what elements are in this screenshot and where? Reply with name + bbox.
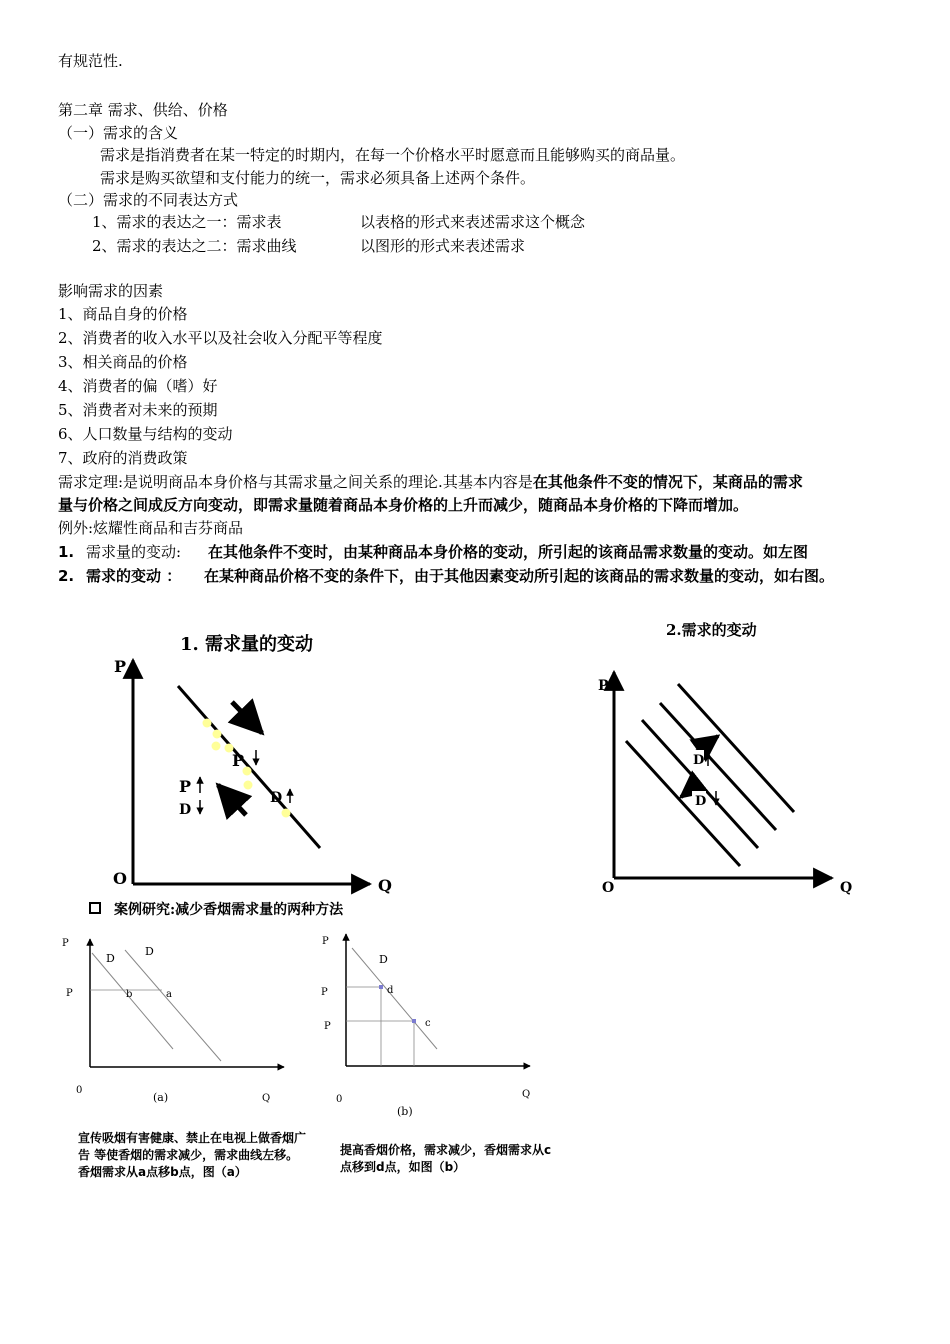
chart1-title: 1. 需求量的变动 — [180, 634, 314, 655]
point-number: 2. — [58, 567, 75, 585]
demand-curve — [660, 703, 776, 830]
caption-a: 宣传吸烟有害健康、禁止在电视上做香烟广告 等使香烟的需求减少，需求曲线左移。香烟需求从a点移b点，图（a） — [78, 1131, 307, 1179]
chart-a-axis-p: P — [62, 938, 69, 949]
label-demand-up: D — [693, 753, 705, 768]
point-text: 在某种商品价格不变的条件下，由于其他因素变动所引起的该商品的需求数量的变动，如右图。 — [204, 567, 835, 585]
curve-point — [244, 781, 253, 790]
chart-b-origin: 0 — [336, 1094, 343, 1105]
chart-b-price-high: P — [321, 987, 328, 998]
arrow-down-along-curve — [232, 702, 262, 733]
demand-curve — [352, 948, 437, 1049]
list-item: 5、消费者对未来的预期 — [58, 401, 218, 419]
chart1-axis-q: Q — [378, 876, 392, 895]
label-demand-down: D — [179, 802, 192, 818]
chart2-title: 2.需求的变动 — [666, 621, 757, 639]
curve-point — [282, 809, 291, 818]
chart-b-axis-p: P — [322, 936, 329, 947]
list-item-note: 以图形的形式来表述需求 — [360, 237, 526, 255]
list-item: 1、商品自身的价格 — [58, 305, 188, 323]
arrow-up-along-curve — [218, 785, 246, 815]
point-number: 1. — [58, 543, 75, 561]
label-demand-down: D — [695, 794, 707, 809]
chart-a-label: (a) — [153, 1091, 169, 1104]
law-emphasis-line: 量与价格之间成反方向变动，即需求量随着商品本身价格的上升而减少，随商品本身价格的下降而增加。 — [58, 496, 749, 514]
label-demand-up: D — [270, 790, 283, 806]
chart-b-axis-q: Q — [522, 1089, 531, 1100]
paragraph: 需求是指消费者在某一特定的时期内，在每一个价格水平时愿意而且能够购买的商品量。 — [100, 146, 686, 164]
section-heading: （一）需求的含义 — [58, 124, 179, 142]
caption-b: 提高香烟价格，需求减少，香烟需求从c点移到d点，如图（b） — [340, 1143, 552, 1174]
paragraph: 需求是购买欲望和支付能力的统一，需求必须具备上述两个条件。 — [100, 169, 536, 187]
point-a-label: a — [166, 989, 172, 1000]
exception-line: 例外:炫耀性商品和吉芬商品 — [58, 519, 244, 537]
label-price-up: P — [179, 777, 192, 796]
intro-line: 有规范性. — [58, 52, 123, 70]
point-label: 需求量的变动: — [86, 543, 182, 561]
chart-demand-shift — [598, 621, 852, 896]
list-item: 3、相关商品的价格 — [58, 353, 188, 371]
chart-b-curve-label: D — [379, 953, 388, 966]
list-item-note: 以表格的形式来表述需求这个概念 — [360, 213, 586, 231]
section-heading: 影响需求的因素 — [58, 282, 164, 300]
point-d-label: d — [387, 985, 394, 996]
law-text: 需求定理:是说明商品本身价格与其需求量之间关系的理论.其基本内容是 — [58, 473, 533, 491]
point-label: 需求的变动 ： — [86, 567, 182, 585]
chart-a-origin: 0 — [76, 1085, 83, 1096]
chart-a-curve-label: D — [145, 945, 154, 958]
list-item: 4、消费者的偏（嗜）好 — [58, 377, 218, 395]
chart-a-price-level: P — [66, 988, 73, 999]
point-c-label: c — [425, 1018, 431, 1029]
demand-curve-new — [92, 953, 173, 1049]
bullet-square-icon — [90, 903, 100, 913]
chart-a-axis-q: Q — [262, 1093, 271, 1104]
case-title: 案例研究:减少香烟需求量的两种方法 — [114, 902, 344, 918]
point-d-marker — [379, 985, 383, 989]
chart2-axis-p: P — [598, 678, 609, 694]
chart2-axis-q: Q — [840, 880, 853, 896]
law-emphasis: 在其他条件不变的情况下，某商品的需求 — [532, 473, 803, 491]
chart-a-curve-label: D — [106, 952, 115, 965]
chart1-axis-p: P — [114, 657, 127, 676]
point-c-marker — [412, 1019, 416, 1023]
chapter-heading: 第二章 需求、供给、价格 — [58, 101, 228, 119]
chart2-origin: O — [602, 880, 615, 896]
demand-curve — [626, 741, 740, 866]
chart-b-price-low: P — [324, 1021, 331, 1032]
chart-b-label: (b) — [397, 1105, 413, 1118]
chart-cigarette-b — [321, 934, 530, 1118]
list-item: 6、人口数量与结构的变动 — [58, 425, 233, 443]
chart-cigarette-a — [62, 938, 284, 1104]
curve-point — [203, 719, 212, 728]
point-text: 在其他条件不变时，由某种商品本身价格的变动，所引起的该商品需求数量的变动。如左图 — [208, 543, 809, 561]
list-item: 2、需求的表达之二：需求曲线 — [92, 237, 297, 255]
curve-point — [213, 730, 222, 739]
point-b-label: b — [126, 989, 133, 1000]
label-price-down: P — [232, 751, 245, 770]
list-item: 2、消费者的收入水平以及社会收入分配平等程度 — [58, 329, 383, 347]
curve-point — [212, 742, 221, 751]
list-item: 1、需求的表达之一：需求表 — [92, 213, 282, 231]
chart-quantity-demanded — [113, 633, 392, 895]
demand-curve-original — [125, 950, 221, 1061]
chart1-origin: O — [113, 869, 127, 888]
section-heading: （二）需求的不同表达方式 — [58, 191, 239, 209]
list-item: 7、政府的消费政策 — [58, 449, 188, 467]
